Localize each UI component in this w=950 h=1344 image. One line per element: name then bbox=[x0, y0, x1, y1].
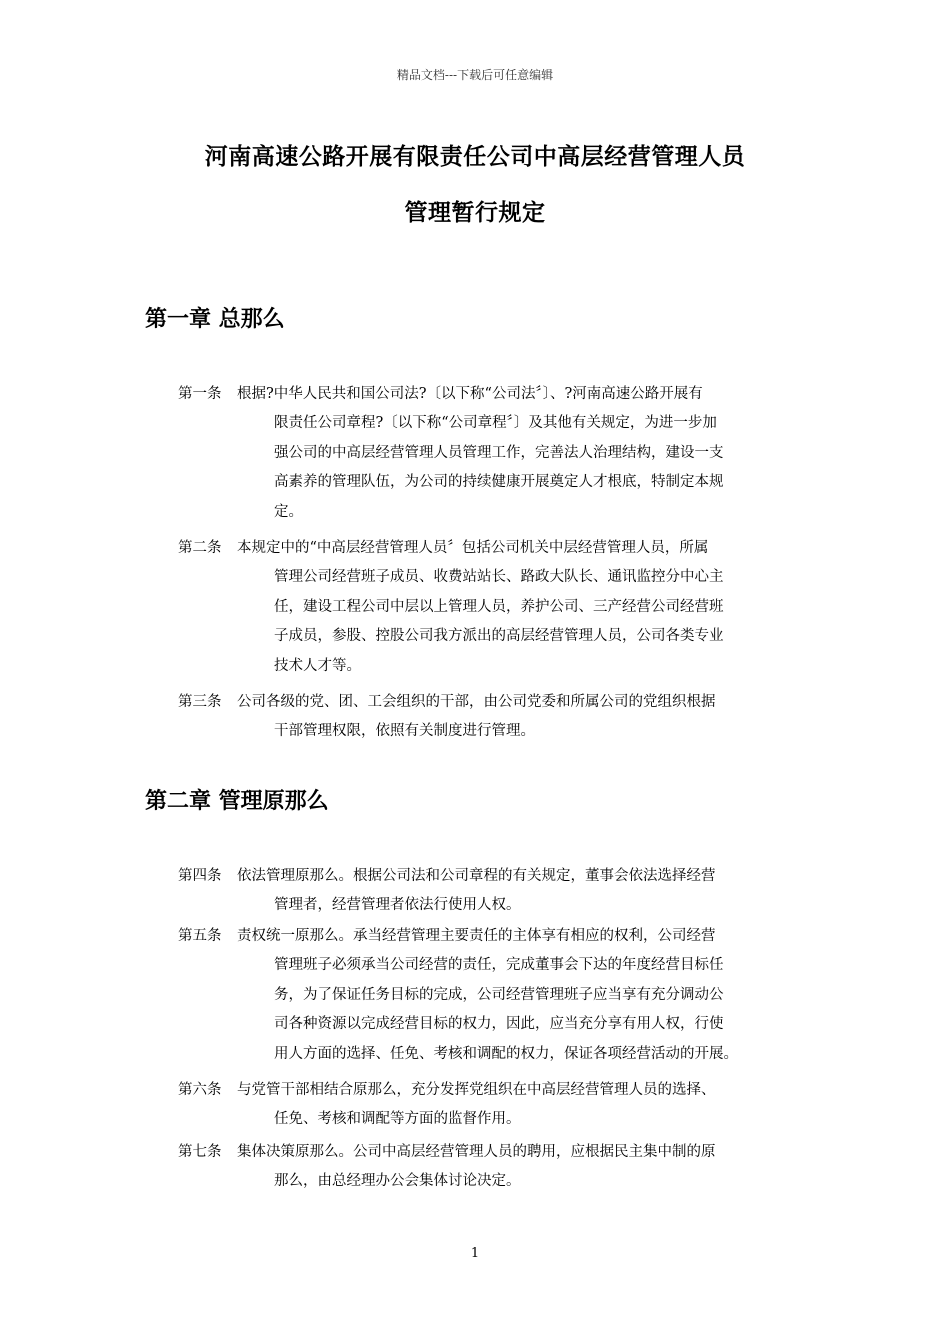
article-3 bbox=[178, 688, 808, 747]
chapter-2-heading: 第二章 管理原那么 bbox=[145, 789, 329, 814]
article-line: 集体决策原那么。公司中高层经营管理人员的聘用，应根据民主集中制的原 bbox=[237, 1144, 716, 1160]
article-line: 公司各级的党、团、工会组织的干部，由公司党委和所属公司的党组织根据 bbox=[237, 694, 716, 710]
article-line: 依法管理原那么。根据公司法和公司章程的有关规定，董事会依法选择经营 bbox=[237, 868, 716, 884]
article-line: 司各种资源以完成经营目标的权力，因此，应当充分享有用人权，行使 bbox=[274, 1016, 724, 1033]
article-line: 根据?中华人民共和国公司法?〔以下称“公司法〞〕、?河南高速公路开展有 bbox=[237, 386, 703, 402]
article-5 bbox=[178, 922, 808, 1069]
article-6 bbox=[178, 1076, 808, 1135]
article-line: 本规定中的“中高层经营管理人员〞包括公司机关中层经营管理人员，所属 bbox=[237, 540, 709, 556]
article-line: 那么，由总经理办公会集体讨论决定。 bbox=[274, 1173, 521, 1190]
article-number: 第二条 bbox=[178, 540, 222, 556]
article-4 bbox=[178, 862, 808, 921]
article-number: 第五条 bbox=[178, 928, 222, 944]
article-number: 第四条 bbox=[178, 868, 222, 884]
article-line: 限责任公司章程?〔以下称“公司章程〞〕及其他有关规定，为进一步加 bbox=[274, 415, 717, 432]
page-number: 1 bbox=[470, 1246, 480, 1261]
article-line: 务，为了保证任务目标的完成，公司经营管理班子应当享有充分调动公 bbox=[274, 986, 724, 1003]
document-title-line-2: 管理暂行规定 bbox=[404, 200, 546, 226]
article-line: 定。 bbox=[274, 503, 303, 520]
article-number: 第七条 bbox=[178, 1144, 222, 1160]
document-title-line-1: 河南高速公路开展有限责任公司中高层经营管理人员 bbox=[204, 144, 746, 170]
article-line: 管理班子必须承当公司经营的责任，完成董事会下达的年度经营目标任 bbox=[274, 957, 724, 974]
article-line: 技术人才等。 bbox=[274, 657, 361, 674]
article-2 bbox=[178, 534, 808, 681]
article-line: 与党管干部相结合原那么，充分发挥党组织在中高层经营管理人员的选择、 bbox=[237, 1082, 716, 1098]
article-number: 第一条 bbox=[178, 386, 222, 402]
article-line: 强公司的中高层经营管理人员管理工作，完善法人治理结构，建设一支 bbox=[274, 444, 724, 461]
article-line: 管理者，经营管理者依法行使用人权。 bbox=[274, 897, 521, 914]
article-line: 任免、考核和调配等方面的监督作用。 bbox=[274, 1111, 521, 1128]
chapter-1-heading: 第一章 总那么 bbox=[145, 307, 285, 332]
article-line: 高素养的管理队伍，为公司的持续健康开展奠定人才根底，特制定本规 bbox=[274, 474, 724, 491]
article-number: 第三条 bbox=[178, 694, 222, 710]
article-line: 责权统一原那么。承当经营管理主要责任的主体享有相应的权利，公司经营 bbox=[237, 928, 716, 944]
article-7 bbox=[178, 1138, 808, 1197]
article-line: 干部管理权限，依照有关制度进行管理。 bbox=[274, 723, 535, 740]
article-line: 管理公司经营班子成员、收费站站长、路政大队长、通讯监控分中心主 bbox=[274, 569, 724, 586]
article-number: 第六条 bbox=[178, 1082, 222, 1098]
article-line: 任，建设工程公司中层以上管理人员，养护公司、三产经营公司经营班 bbox=[274, 598, 724, 615]
header-note: 精品文档---下载后可任意编辑 bbox=[396, 68, 554, 82]
article-line: 子成员，参股、控股公司我方派出的高层经营管理人员，公司各类专业 bbox=[274, 628, 724, 645]
article-1 bbox=[178, 380, 808, 527]
article-line: 用人方面的选择、任免、考核和调配的权力，保证各项经营活动的开展。 bbox=[274, 1045, 738, 1062]
